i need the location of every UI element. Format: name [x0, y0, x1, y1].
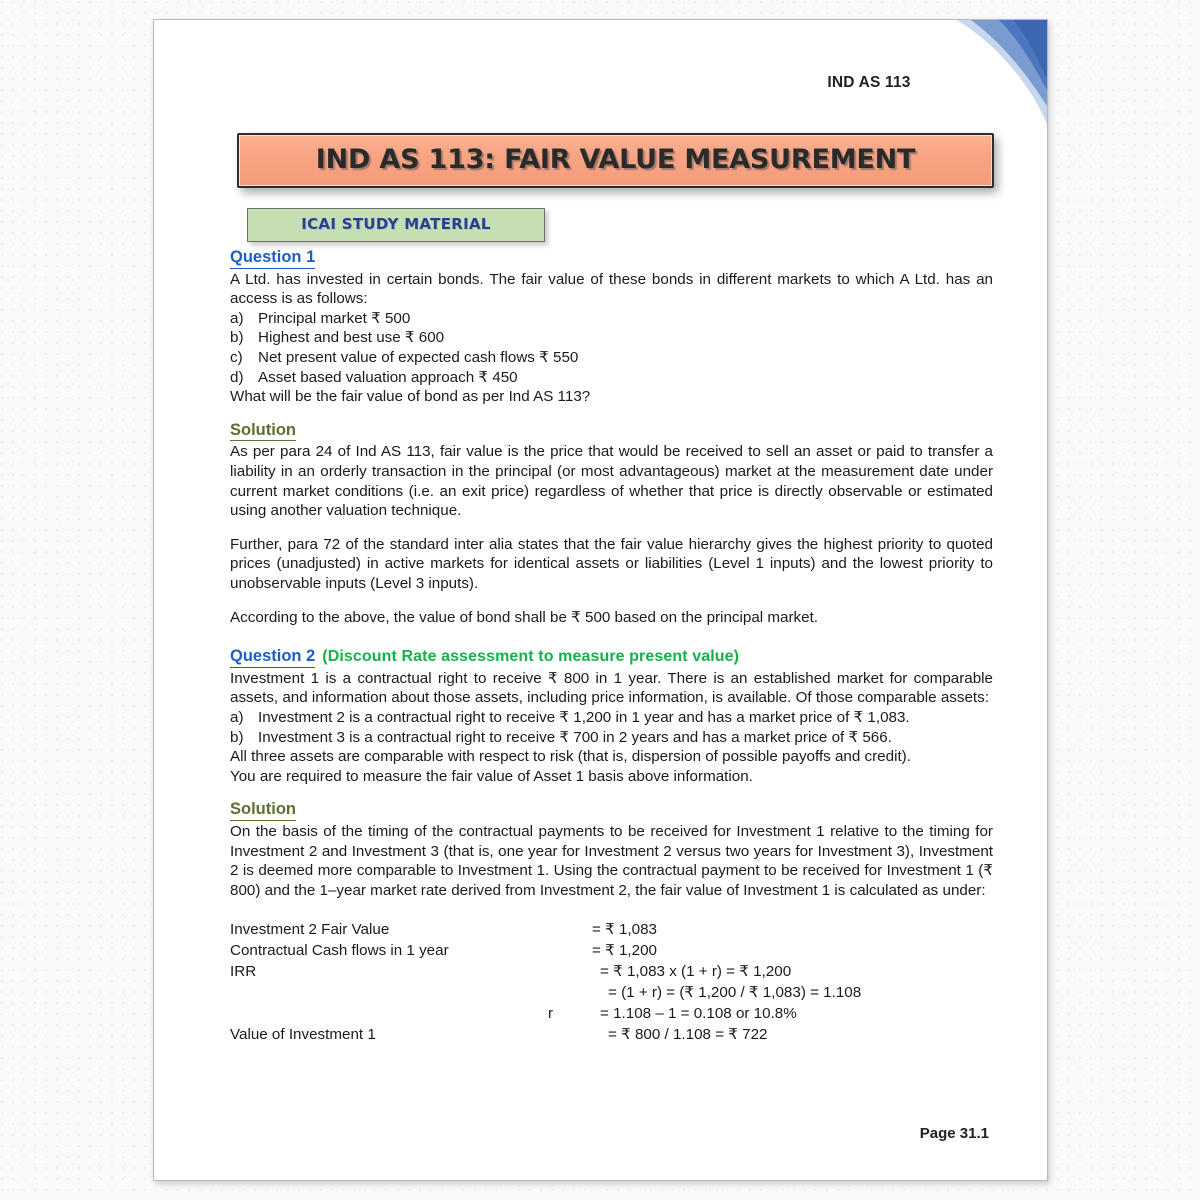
list-marker: a) [230, 708, 244, 726]
list-marker: a) [230, 309, 244, 327]
calc-label: Value of Investment 1 [230, 1026, 376, 1044]
list-item [230, 328, 993, 348]
calc-r-label [548, 961, 578, 982]
list-item [230, 309, 993, 329]
calc-value: = ₹ 1,083 x (1 + r) = ₹ 1,200 [600, 963, 792, 981]
document-page [153, 19, 1048, 1181]
question-1-heading-row [230, 247, 993, 270]
question-2-after-options: All three assets are comparable with respect to risk (that is, dispersion of possible payoffs and credit). [230, 748, 911, 766]
list-text: Investment 2 is a contractual right to receive ₹ 1,200 in 1 year and has a market price of ₹ 1,083. [258, 708, 910, 726]
solution-1-paragraph-2: Further, para 72 of the standard inter alia states that the fair value hierarchy gives the highest priority to quoted prices (unadjusted) in active markets for identical assets or liabilities (Level 1 inputs) and the lowest priority to unobservable inputs (Level 3 inputs). [230, 535, 993, 592]
question-1-options [230, 309, 993, 387]
table-row [230, 1003, 993, 1024]
list-text: Highest and best use ₹ 600 [258, 329, 445, 347]
question-2-intro: Investment 1 is a contractual right to receive ₹ 800 in 1 year. There is an established market for comparable assets, and information about those assets, including price information, is available. Of those comparable assets: [230, 669, 993, 707]
list-item [230, 708, 993, 728]
title-banner [237, 133, 994, 188]
calc-value: = (1 + r) = (₹ 1,200 / ₹ 1,083) = 1.108 [608, 984, 862, 1002]
source-badge-wrapper [247, 208, 545, 242]
calculation-table [230, 919, 993, 1045]
question-2-heading-row [230, 646, 993, 669]
list-item [230, 348, 993, 368]
list-text: Principal market ₹ 500 [258, 309, 411, 327]
calc-value: = ₹ 800 / 1.108 = ₹ 722 [608, 1026, 768, 1044]
spacer [230, 627, 993, 646]
calc-r-label [548, 940, 578, 961]
calc-r-label [548, 982, 578, 1003]
document-body [230, 247, 993, 1045]
source-badge-label: ICAI STUDY MATERIAL [301, 215, 491, 233]
list-item [230, 368, 993, 388]
corner-decoration-icon [927, 20, 1047, 124]
spacer [230, 900, 993, 919]
calc-label [230, 982, 548, 1003]
question-1-heading: Question 1 [230, 247, 315, 269]
calc-value: = 1.108 – 1 = 0.108 or 10.8% [600, 1005, 797, 1023]
calc-value: = ₹ 1,200 [592, 942, 657, 960]
list-marker: d) [230, 368, 244, 386]
title-banner-wrapper [237, 133, 994, 188]
list-marker: b) [230, 329, 244, 347]
solution-1-heading: Solution [230, 420, 296, 442]
list-text: Net present value of expected cash flows ₹ 550 [258, 349, 579, 366]
page-footer: Page 31.1 [919, 1125, 989, 1142]
calc-r-label [548, 1024, 578, 1045]
question-2-options [230, 708, 993, 747]
calc-label: Investment 2 Fair Value [230, 921, 390, 939]
question-1-closing: What will be the fair value of bond as per Ind AS 113? [230, 388, 591, 406]
list-marker: b) [230, 728, 244, 746]
running-header-text: IND AS 113 [827, 74, 911, 91]
question-1-intro: A Ltd. has invested in certain bonds. The fair value of these bonds in different markets to which A Ltd. has an access is as follows: [230, 270, 993, 308]
solution-1-paragraph-1: As per para 24 of Ind AS 113, fair value is the price that would be received to sell an asset or paid to transfer a liability in an orderly transaction in the principal (or most advantageous) market at the measurement date under current market conditions (i.e. an exit price) regardless of whether that price is directly observable or estimated using another valuation technique. [230, 443, 993, 520]
solution-2-heading: Solution [230, 799, 296, 821]
spacer [230, 407, 993, 420]
list-item [230, 728, 993, 748]
table-row [230, 1024, 993, 1045]
table-row [230, 982, 993, 1003]
table-row [230, 919, 993, 940]
calc-r-label: r [548, 1005, 554, 1023]
calc-r-label [548, 919, 578, 940]
spacer [230, 786, 993, 799]
list-text: Asset based valuation approach ₹ 450 [258, 368, 518, 386]
question-2-heading: Question 2 [230, 646, 315, 668]
question-2-subtitle: (Discount Rate assessment to measure present value) [322, 648, 740, 666]
source-badge [247, 208, 545, 242]
running-header [154, 74, 1047, 92]
list-marker: c) [230, 349, 243, 366]
question-2-requirement: You are required to measure the fair value of Asset 1 basis above information. [230, 767, 753, 785]
table-row [230, 961, 993, 982]
page-title: IND AS 113: FAIR VALUE MEASUREMENT [315, 144, 916, 175]
table-row [230, 940, 993, 961]
solution-2-paragraph: On the basis of the timing of the contractual payments to be received for Investment 1 relative to the timing for Investment 2 and Investment 3 (that is, one year for Investment 2 versus two years for Investment 3), Investment 2 is deemed more comparable to Investment 1. Using the contractual payment to be received for Investment 1 (₹ 800) and the 1–year market rate derived from Investment 2, the fair value of Investment 1 is calculated as under: [230, 822, 993, 899]
calc-label [230, 1003, 548, 1024]
list-text: Investment 3 is a contractual right to receive ₹ 700 in 2 years and has a market price of ₹ 566. [258, 728, 892, 746]
calc-label: Contractual Cash flows in 1 year [230, 942, 449, 960]
calc-label: IRR [230, 963, 257, 981]
solution-1-paragraph-3: According to the above, the value of bond shall be ₹ 500 based on the principal market. [230, 608, 819, 626]
calc-value: = ₹ 1,083 [592, 921, 657, 939]
